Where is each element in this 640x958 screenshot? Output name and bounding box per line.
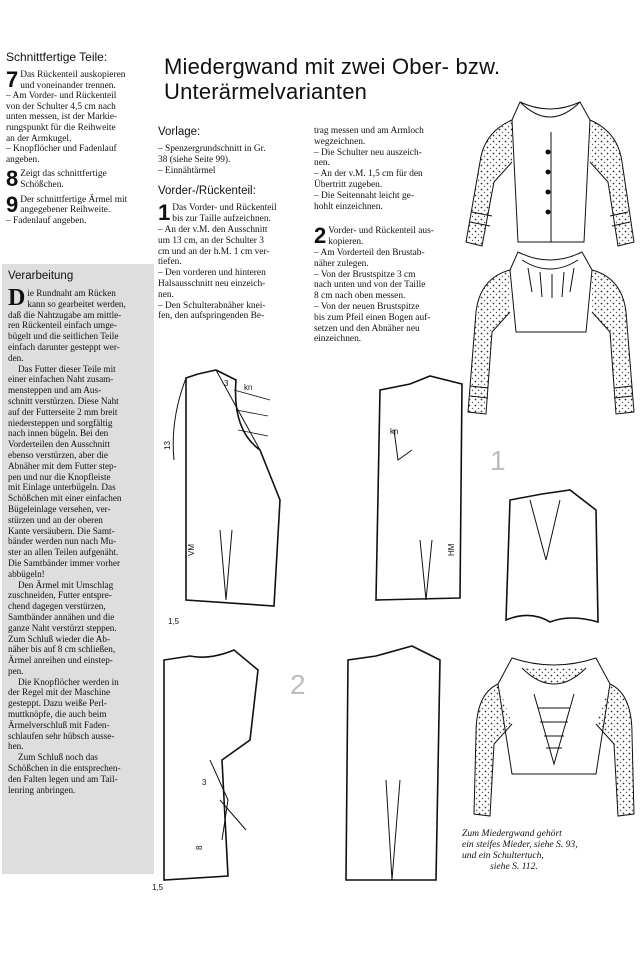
text-line: – Von der neuen Brustspitze	[314, 301, 420, 312]
label-thirteen: 13	[163, 441, 172, 450]
text-line: näher bis auf 8 cm schließen,	[8, 644, 116, 655]
back-piece-2	[346, 646, 440, 880]
figure-label-1: 1	[490, 445, 506, 476]
text-line: – Die Seitennaht leicht ge-	[314, 190, 414, 201]
text-line: und voneinander trennen.	[20, 80, 116, 91]
text-line: pen und nur die Knopfleiste	[8, 471, 111, 482]
subheading-vorder-rueckenteil: Vorder-/Rückenteil:	[158, 185, 256, 198]
text-line: hohlt einzeichnen.	[314, 201, 383, 212]
text-line: schlaufen sehr hübsch ausse-	[8, 730, 115, 741]
text-line: daß die Nahtzugabe am mittle-	[8, 309, 122, 320]
text-column-a	[158, 126, 308, 322]
text-line: pen.	[8, 665, 24, 676]
front-piece-1	[186, 370, 280, 606]
step-number: 1	[158, 200, 171, 226]
list-item-2	[314, 223, 458, 345]
text-line: Zum Schluß wieder die Ab-	[8, 633, 111, 644]
text-line: ren Rückenteil einfach umge-	[8, 320, 117, 331]
text-line: nach unten und von der Taille	[314, 280, 426, 291]
text-line: auf der Futterseite 2 mm breit	[8, 406, 118, 417]
paragraph	[8, 285, 148, 364]
caption-line: und ein Schultertuch,	[462, 850, 544, 861]
caption-line: siehe S. 112.	[490, 861, 538, 872]
text-line: nach innen bügeln. Bei den	[8, 428, 109, 439]
text-line: Halsausschnitt neu einzeich-	[158, 278, 266, 289]
text-line: Vorder- und Rückenteil aus-	[328, 226, 434, 237]
front-piece-2	[164, 650, 258, 880]
text-line: Übertritt zugeben.	[314, 179, 383, 190]
text-line: Den Ärmel mit Umschlag	[18, 579, 114, 590]
text-line: einzeichnen.	[314, 334, 362, 345]
text-line: – Von der Brustspitze 3 cm	[314, 269, 416, 280]
label-one-five: 1,5	[152, 883, 164, 892]
text-line: schnitt verstürzen. Diese Naht	[8, 395, 119, 406]
text-line: 38 (siehe Seite 99).	[158, 154, 231, 165]
text-line: mit Einlage unterbügeln. Das	[8, 482, 116, 493]
text-line: nen.	[158, 289, 174, 300]
text-line: hen.	[8, 741, 24, 752]
subheading-vorlage: Vorlage:	[158, 126, 201, 138]
text-line: cm und an der h.M. 1 cm ver-	[158, 246, 270, 257]
back-piece-1	[376, 376, 462, 600]
text-line: gesteppt. Dazu weiße Perl-	[8, 698, 107, 709]
text-line: lenring anbringen.	[8, 784, 76, 795]
text-line: – Spenzergrundschnitt in Gr.	[158, 144, 266, 154]
text-line: mensteppen und am Aus-	[8, 385, 102, 396]
text-line: ie Rundnaht am Rücken	[27, 288, 116, 298]
paragraph	[8, 677, 148, 753]
text-column-b	[314, 126, 458, 345]
text-line: rungspunkt für die Reihweite	[6, 122, 116, 133]
text-line: Der schnittfertige Ärmel mit	[20, 194, 128, 205]
text-line: 8 cm nach oben messen.	[314, 291, 406, 302]
text-line: Ärmel anreihen und einstep-	[8, 655, 113, 666]
section-heading-schnittfertige: Schnittfertige Teile:	[6, 50, 108, 64]
paragraph	[8, 364, 148, 580]
label-three: 3	[202, 778, 207, 787]
label-one-five: 1,5	[168, 617, 180, 626]
text-line: den Falten legen und am Tail-	[8, 773, 118, 784]
verarbeitung-box	[2, 264, 154, 874]
text-line: abbügeln!	[8, 568, 45, 579]
text-line: an der Armkugel.	[6, 133, 72, 144]
text-line: ganze Naht verstürzt steppen.	[8, 622, 117, 633]
text-line: Das Futter dieser Teile mit	[18, 363, 116, 374]
figure-caption	[462, 828, 632, 872]
text-line: – An der v.M. 1,5 cm für den	[314, 169, 423, 180]
caption-line: ein steifes Mieder, siehe S. 93,	[462, 839, 578, 850]
section-heading-verarbeitung: Verarbeitung	[8, 270, 74, 282]
step-number: 8	[6, 166, 19, 192]
text-line: näher zulegen.	[314, 258, 369, 269]
label-three: 3	[224, 379, 229, 388]
text-line: kopieren.	[328, 237, 364, 248]
text-line: Ärmelverschluß mit Faden-	[8, 719, 110, 730]
text-line: den.	[8, 352, 24, 363]
text-line: Bügeleinlage versehen, ver-	[8, 503, 111, 514]
text-line: bis zum Pfeil einen Bogen auf-	[314, 312, 431, 323]
text-line: Kante versäubern. Die Samt-	[8, 525, 115, 536]
label-kn: kn	[244, 383, 253, 392]
text-line: nen.	[314, 158, 330, 169]
text-line: angeben.	[6, 154, 40, 165]
text-line: der Regel mit der Maschine	[8, 687, 111, 698]
text-line: ster an allen Teilen aufgenäht.	[8, 547, 119, 558]
caption-line: Zum Miedergwand gehört	[462, 828, 562, 839]
drop-cap: D	[8, 285, 26, 311]
text-line: bis zur Taille aufzeichnen.	[172, 214, 271, 225]
text-line: bügelt und die seitlichen Teile	[8, 331, 119, 342]
list-item-9	[6, 191, 154, 227]
step-number: 7	[6, 67, 19, 92]
text-line: – Fadenlauf angeben.	[6, 215, 87, 226]
text-line: zuschneiden, Futter entspre-	[8, 590, 112, 601]
text-line: – An der v.M. den Ausschnitt	[158, 224, 268, 235]
text-line: Abnäher mit dem Futter step-	[8, 460, 117, 471]
text-line: muttknöpfe, die auch beim	[8, 709, 107, 720]
text-line: – Am Vorderteil den Brustab-	[314, 247, 425, 258]
blouse-1-drawing	[466, 102, 634, 246]
step-number: 9	[6, 191, 19, 217]
text-line: um 13 cm, an der Schulter 3	[158, 235, 264, 246]
text-line: Die Knopflöcher werden in	[18, 676, 119, 687]
text-line: Die Samtbänder immer vorher	[8, 557, 120, 568]
text-line: – Den Schulterabnäher knei-	[158, 300, 266, 311]
text-line: – Knopflöcher und Fadenlauf	[6, 144, 117, 155]
title-line: Unterärmelvarianten	[164, 79, 368, 104]
left-column	[6, 50, 154, 230]
label-hm: HM	[447, 543, 456, 556]
text-line: wegzeichnen.	[314, 136, 366, 147]
text-line: kann so gearbeitet werden,	[27, 298, 126, 309]
label-eight: 8	[195, 845, 204, 850]
paragraph	[8, 580, 148, 677]
text-line: Zum Schluß noch das	[18, 752, 98, 763]
paragraph	[8, 752, 148, 795]
text-line: – Einnähtärmel	[158, 165, 216, 176]
text-line: – Den vorderen und hinteren	[158, 268, 266, 279]
text-line: bänder werden nun nach Mu-	[8, 536, 117, 547]
label-kn: kn	[390, 427, 399, 436]
text-line: fen, den aufspringenden Be-	[158, 311, 265, 322]
text-line: trag messen und am Armloch	[314, 126, 424, 136]
text-line: setzen und den Abnäher neu	[314, 323, 420, 334]
list-item-8	[6, 166, 154, 192]
text-line: einfach darunter gesteppt wer-	[8, 341, 120, 352]
text-line: Schößchen.	[20, 179, 64, 190]
text-line: Schößchen mit einer einfachen	[8, 493, 122, 504]
text-line: einer einfachen Naht zusam-	[8, 374, 114, 385]
text-line: Vorderteilen den Ausschnitt	[8, 439, 110, 450]
text-line: Schößchen in die entsprechen-	[8, 763, 121, 774]
step-number: 2	[314, 223, 327, 249]
text-line: – Am Vorder- und Rückenteil	[6, 91, 117, 102]
text-line: stürzen und an der oberen	[8, 514, 103, 525]
text-line: Das Vorder- und Rückenteil	[172, 203, 277, 214]
text-line: unten messen, ist der Markie-	[6, 112, 118, 123]
detail-piece-1	[506, 490, 598, 622]
list-item-1	[158, 200, 308, 322]
vorlage-list	[158, 144, 308, 176]
text-line: ebenso verstürzen, aber die	[8, 449, 108, 460]
text-line: niedersteppen und sorgfältig	[8, 417, 113, 428]
text-line: Samtbänder annähen und die	[8, 611, 115, 622]
continued-text	[314, 126, 458, 212]
figure-label-2: 2	[290, 669, 306, 700]
text-line: Das Rückenteil auskopieren	[20, 70, 126, 80]
text-line: angegebener Reihweite.	[20, 205, 111, 216]
text-line: chend dagegen verstürzen,	[8, 601, 106, 612]
text-line: Zeigt das schnittfertige	[20, 169, 107, 180]
list-item-7	[6, 67, 154, 165]
text-line: von der Schulter 4,5 cm nach	[6, 101, 116, 112]
dirndl-illustration	[472, 644, 636, 820]
text-line: – Die Schulter neu auszeich-	[314, 147, 422, 158]
text-line: tiefen.	[158, 257, 182, 268]
title-line: Miedergwand mit zwei Ober- bzw.	[164, 54, 501, 79]
label-vm: VM	[187, 544, 196, 556]
